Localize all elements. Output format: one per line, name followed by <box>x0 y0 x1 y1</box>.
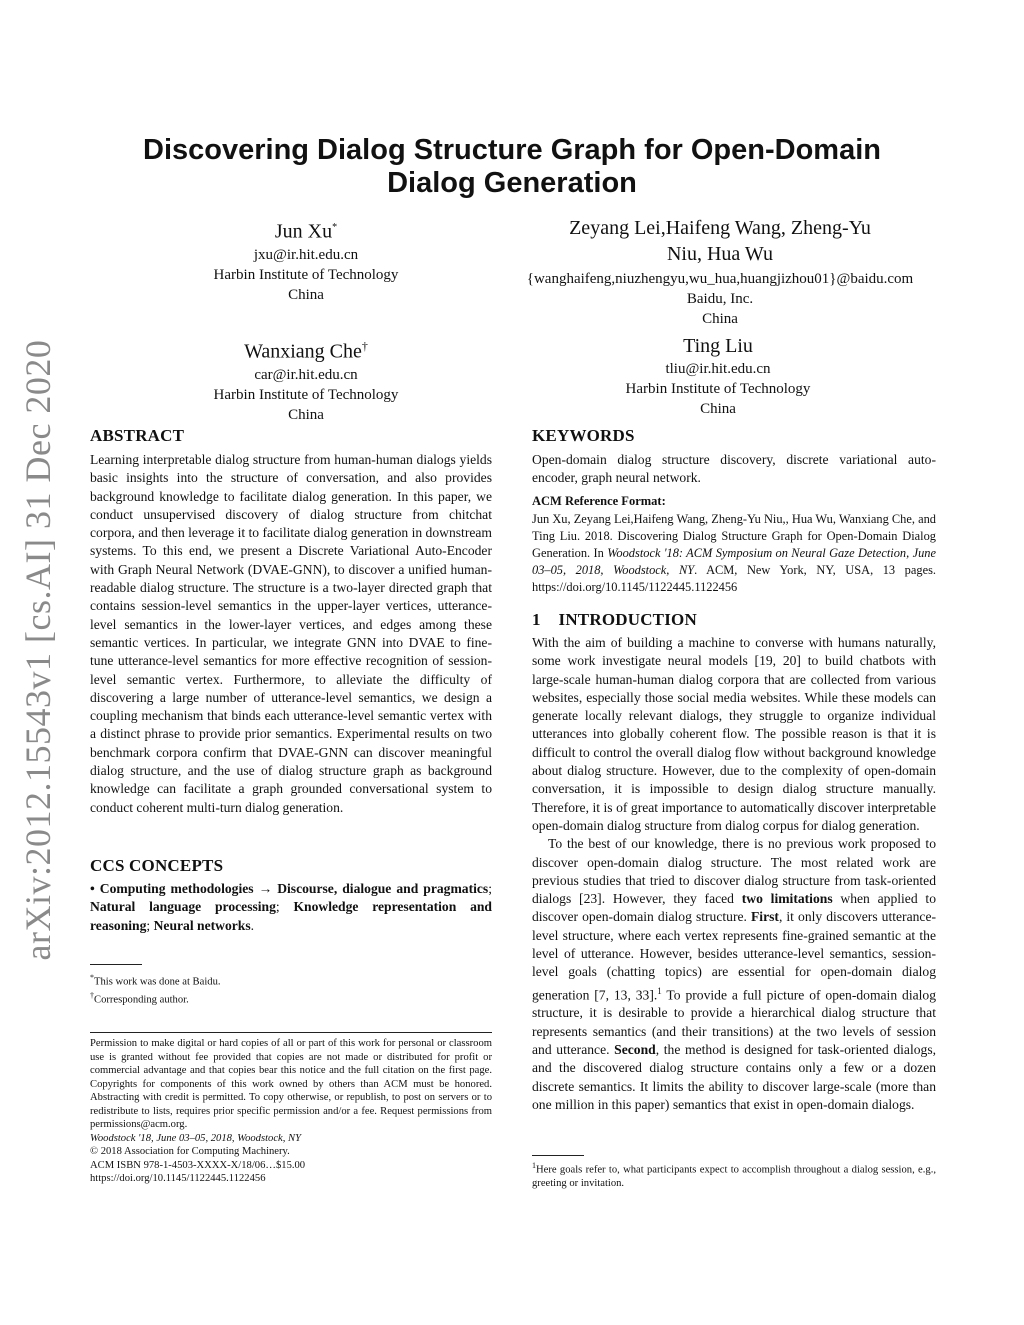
ccs-item: Knowledge representation and reasoning <box>90 899 492 933</box>
ccs-item: Neural networks <box>153 917 251 933</box>
acm-ref-text: Jun Xu, Zeyang Lei,Haifeng Wang, Zheng-Yu Niu,, Hua Wu, Wanxiang Che, and Ting Liu. 2018. Discovering Dialog Structure Graph for Open-Domain Dialog Generation. In Woodstock '18: ACM Symposium on Neural Gaze Detection, June 03–05, 2018, Woodstock, NY. ACM, New York, NY, USA, 13 pages. https://doi.org/10.1145/1122445.1122456 <box>532 512 936 594</box>
permission-rule <box>90 1032 492 1033</box>
author-block-1 <box>170 215 442 305</box>
arxiv-id: arXiv:2012.15543v1 [cs.AI] 31 Dec 2020 <box>18 339 58 961</box>
permission-venue: Woodstock '18, June 03–05, 2018, Woodstock, NY <box>90 1132 301 1144</box>
footnote-rule-left <box>90 964 142 965</box>
author-email[interactable]: {wanghaifeng,niuzhengyu,wu_hua,huangjizhou01}@baidu.com <box>526 271 914 287</box>
footnote-rule-right <box>532 1155 584 1156</box>
author-block-2 <box>515 215 925 329</box>
intro-paragraph-1: With the aim of building a machine to converse with humans naturally, some work investigate neural models [19, 20] to build chatbots with large-scale human-human dialog corpora that are collected from various websites, especially those social media websites. While these models can generate locally relevant dialogs, they struggle to organize individual utterances into globally coherent flow. The possible reason is that it is difficult to control the overall dialog flow without background knowledge about dialog structure. However, due to the complexity of open-domain conversation, it is impossible to design dialog structure manually. Therefore, it is of great importance to automatically discover interpretable open-domain dialog structure from dialog corpus for dialog generation. <box>532 635 936 833</box>
permission-block <box>90 1037 492 1186</box>
acm-ref-venue: Woodstock '18: ACM Symposium on Neural Gaze Detection, June 03–05, 2018, Woodstock, NY <box>532 546 936 577</box>
author-name: Zeyang Lei,Haifeng Wang, Zheng-Yu Niu, Hua Wu <box>569 217 871 265</box>
author-affiliation: Harbin Institute of Technology <box>625 381 811 397</box>
footnote-right: $^1$Here goals refer to, what participants expect to accomplish throughout a dialog session, e.g., greeting or invitation. <box>532 1161 936 1190</box>
footnote-ref[interactable]: 1 <box>657 985 662 996</box>
footnotes-left <box>90 971 492 1007</box>
author-email[interactable]: jxu@ir.hit.edu.cn <box>253 246 359 263</box>
abstract-heading: ABSTRACT <box>90 426 185 445</box>
intro-heading: 1 INTRODUCTION <box>532 610 697 629</box>
intro-paragraph-2: To the best of our knowledge, there is no previous work proposed to discover open-domain dialog structure. The most related work are previous studies that tried to discover dialog structure from task-oriented dialogs [23]. However, they faced two limitations when applied to discover open-domain dialog structure. First, it only discovers utterance-level structure, where each vertex represents fine-grained semantic at the level of utterance. However, besides utterance-level semantics, session-level goals (chatting topics) are essential for open-domain dialog generation [7, 13, 33].$^1$ To provide a full picture of open-domain dialog structure, it is desirable to provide a hierarchical dialog structure that represents semantics (and their transitions) at the two levels of session and utterance. Second, the method is designed for task-oriented dialogs, and the discovered dialog structure contains only a few or a dozen discrete semantics. It limits the ability to discover large-scale (more than one million in this paper) semantics that exist in open-domain dialogs. <box>532 836 937 1112</box>
ccs-item: Natural language processing <box>90 899 276 915</box>
footnote: †Corresponding author. <box>90 991 189 1006</box>
intro-body <box>532 634 936 1114</box>
permission-copyright: © 2018 Association for Computing Machinery. <box>90 1146 290 1157</box>
author-affiliation: Harbin Institute of Technology <box>213 386 399 403</box>
author-email[interactable]: tliu@ir.hit.edu.cn <box>665 361 771 377</box>
author-country: China <box>288 406 324 423</box>
acm-ref-heading: ACM Reference Format: <box>532 494 666 508</box>
author-affiliation: Baidu, Inc. <box>686 291 754 307</box>
author-block-4 <box>582 333 854 419</box>
ccs-item: Computing methodologies → Discourse, dialogue and pragmatics <box>99 881 489 896</box>
author-block-3 <box>170 333 442 425</box>
abstract-text: Learning interpretable dialog structure from human-human dialogs yields basic insights into the structure of conversation, and also provides background knowledge to facilitate dialog generation. In this paper, we conduct unsupervised discovery of dialog structure from chitchat corpora, and then leverage it to facilitate dialog generation in downstream systems. To this end, we present a Discrete Variational Auto-Encoder with Graph Neural Network (DVAE-GNN), to discover a unified human-readable dialog structure. The structure is a two-layer directed graph that contains session-level semantics in the upper-layer vertices, utterance-level semantics in the lower-layer vertices, and edges among these semantic vertices. In particular, we integrate GNN into DVAE to fine-tune utterance-level semantics for more effective recognition of session-level semantic vertex. Furthermore, to alleviate the difficulty of discovering a large number of utterance-level semantics, we design a coupling mechanism that binds each utterance-level semantic vertex with a distinct phrase to provide prior semantics. Experimental results on two benchmark corpora confirm that DVAE-GNN can discover meaningful dialog structure, and the use of dialog structure graph as background knowledge can facilitate a graph grounded conversational system to conduct coherent multi-turn dialog generation. <box>90 452 492 815</box>
permission-doi[interactable]: https://doi.org/10.1145/1122445.1122456 <box>90 1173 266 1184</box>
author-name: Wanxiang Che† <box>244 339 368 363</box>
author-email[interactable]: car@ir.hit.edu.cn <box>254 366 358 383</box>
permission-text: Permission to make digital or hard copies of all or part of this work for personal or classroom use is granted without fee provided that copies are not made or distributed for profit or commercial advantage and that copies bear this notice and the full citation on the first page. Copyrights for components of this work owned by others than ACM must be honored. Abstracting with credit is permitted. To copy otherwise, or republish, to post on servers or to redistribute to lists, requires prior specific permission and/or a fee. Request permissions from permissions@acm.org. <box>90 1038 492 1130</box>
permission-isbn: ACM ISBN 978-1-4503-XXXX-X/18/06…$15.00 <box>90 1159 306 1171</box>
keywords-text: Open-domain dialog structure discovery, discrete variational auto-encoder, graph neural network. <box>532 452 936 486</box>
author-country: China <box>288 286 324 303</box>
author-name: Ting Liu <box>683 335 753 357</box>
paper-title: Discovering Dialog Structure Graph for Open-Domain Dialog Generation <box>143 134 881 199</box>
footnote: *This work was done at Baidu. <box>90 973 221 988</box>
keywords-heading: KEYWORDS <box>532 426 635 445</box>
ccs-heading: CCS CONCEPTS <box>90 856 224 875</box>
author-country: China <box>702 311 738 327</box>
arxiv-stamp <box>14 339 62 961</box>
author-affiliation: Harbin Institute of Technology <box>213 266 399 283</box>
ccs-concepts: • Computing methodologies → Discourse, dialogue and pragmatics; Natural language processing; Knowledge representation and reasoning; Neural networks. <box>90 881 492 933</box>
author-country: China <box>700 401 736 417</box>
ccs-bullet: • <box>90 881 95 896</box>
author-name: Jun Xu* <box>274 220 338 243</box>
